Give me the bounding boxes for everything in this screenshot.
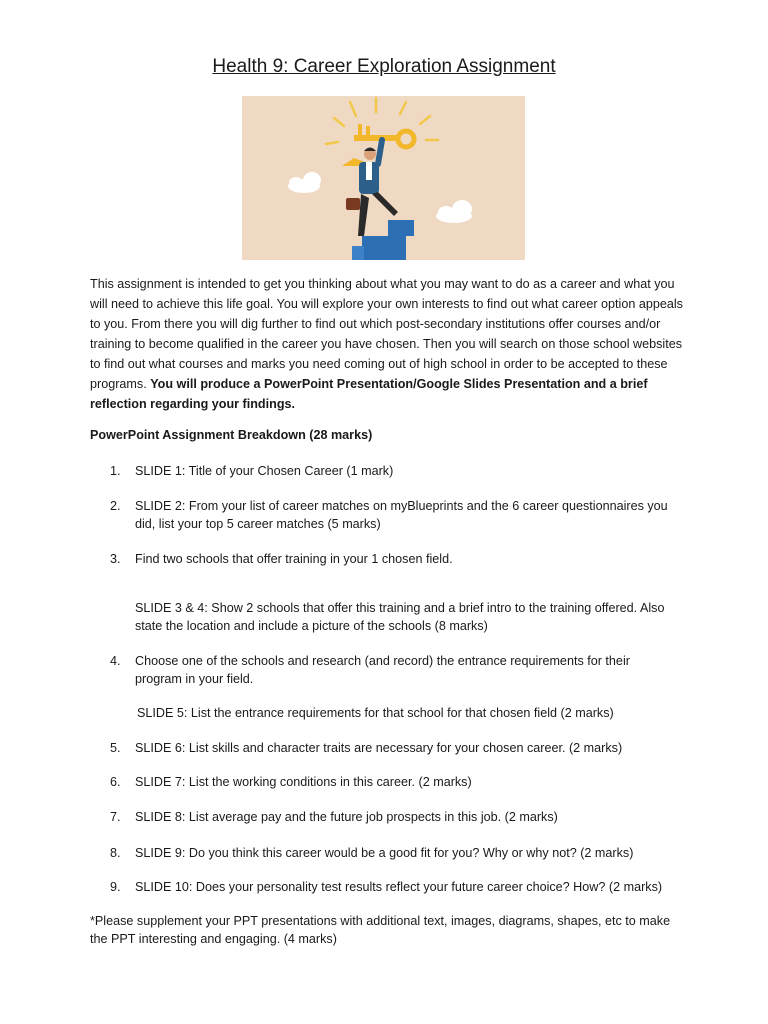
list-number: 7.: [110, 810, 121, 824]
list-text: SLIDE 8: List average pay and the future job prospects in this job. (2 marks): [135, 810, 558, 824]
list-item: [110, 878, 680, 896]
list-text: SLIDE 9: Do you think this career would be a good fit for you? Why or why not? (2 marks): [135, 846, 634, 860]
list-item: [110, 652, 680, 688]
list-item: [110, 808, 680, 826]
list-text: SLIDE 7: List the working conditions in this career. (2 marks): [135, 775, 472, 789]
list-number: 1.: [110, 464, 121, 478]
intro-text: This assignment is intended to get you thinking about what you may want to do as a career and what you will need to achieve this life goal. You will explore your own interests to find out what career option appeals to you. From there you will dig further to find out which post-secondary institutions offer courses and/or training to become qualified in the career you have chosen. Then you will search on those school websites to find out what courses and marks you need coming out of high school in order to be accepted to these programs.: [90, 277, 683, 391]
list-item: [110, 550, 680, 568]
list-number: 4.: [110, 654, 121, 668]
list-text: SLIDE 6: List skills and character traits are necessary for your chosen career. (2 marks): [135, 741, 623, 755]
sub-item-slide-3-4: SLIDE 3 & 4: Show 2 schools that offer this training and a brief intro to the training offered. Also state the location and include a picture of the schools (8 marks): [135, 601, 665, 633]
sub-item-slide-5: SLIDE 5: List the entrance requirements for that school for that chosen field (2 marks): [137, 706, 614, 720]
list-text: Find two schools that offer training in your 1 chosen field.: [135, 552, 453, 566]
list-number: 5.: [110, 741, 121, 755]
person-holding-key-illustration: [242, 96, 525, 260]
page-title: Health 9: Career Exploration Assignment: [212, 56, 556, 77]
list-item: [110, 462, 680, 480]
person-holding-key-icon: [242, 96, 525, 260]
list-item: [110, 773, 680, 791]
list-number: 6.: [110, 775, 121, 789]
list-text: Choose one of the schools and research (and record) the entrance requirements for their program in your field.: [135, 654, 630, 686]
list-number: 9.: [110, 880, 121, 894]
intro-bold-text: You will produce a PowerPoint Presentation/Google Slides Presentation and a brief reflection regarding your findings.: [90, 377, 648, 411]
list-item: [110, 497, 680, 533]
list-text: SLIDE 2: From your list of career matches on myBlueprints and the 6 career questionnaires you did, list your top 5 career matches (5 marks): [135, 499, 668, 531]
list-text: SLIDE 10: Does your personality test results reflect your future career choice? How? (2 marks): [135, 880, 663, 894]
footnote: *Please supplement your PPT presentations with additional text, images, diagrams, shapes, etc to make the PPT interesting and engaging. (4 marks): [90, 914, 671, 946]
list-number: 3.: [110, 552, 121, 566]
list-item: [110, 739, 680, 757]
section-heading: PowerPoint Assignment Breakdown (28 marks): [90, 428, 373, 442]
list-item: [110, 844, 680, 862]
list-text: SLIDE 1: Title of your Chosen Career (1 mark): [135, 464, 394, 478]
list-number: 2.: [110, 499, 121, 513]
intro-paragraph: [90, 274, 685, 414]
list-number: 8.: [110, 846, 121, 860]
